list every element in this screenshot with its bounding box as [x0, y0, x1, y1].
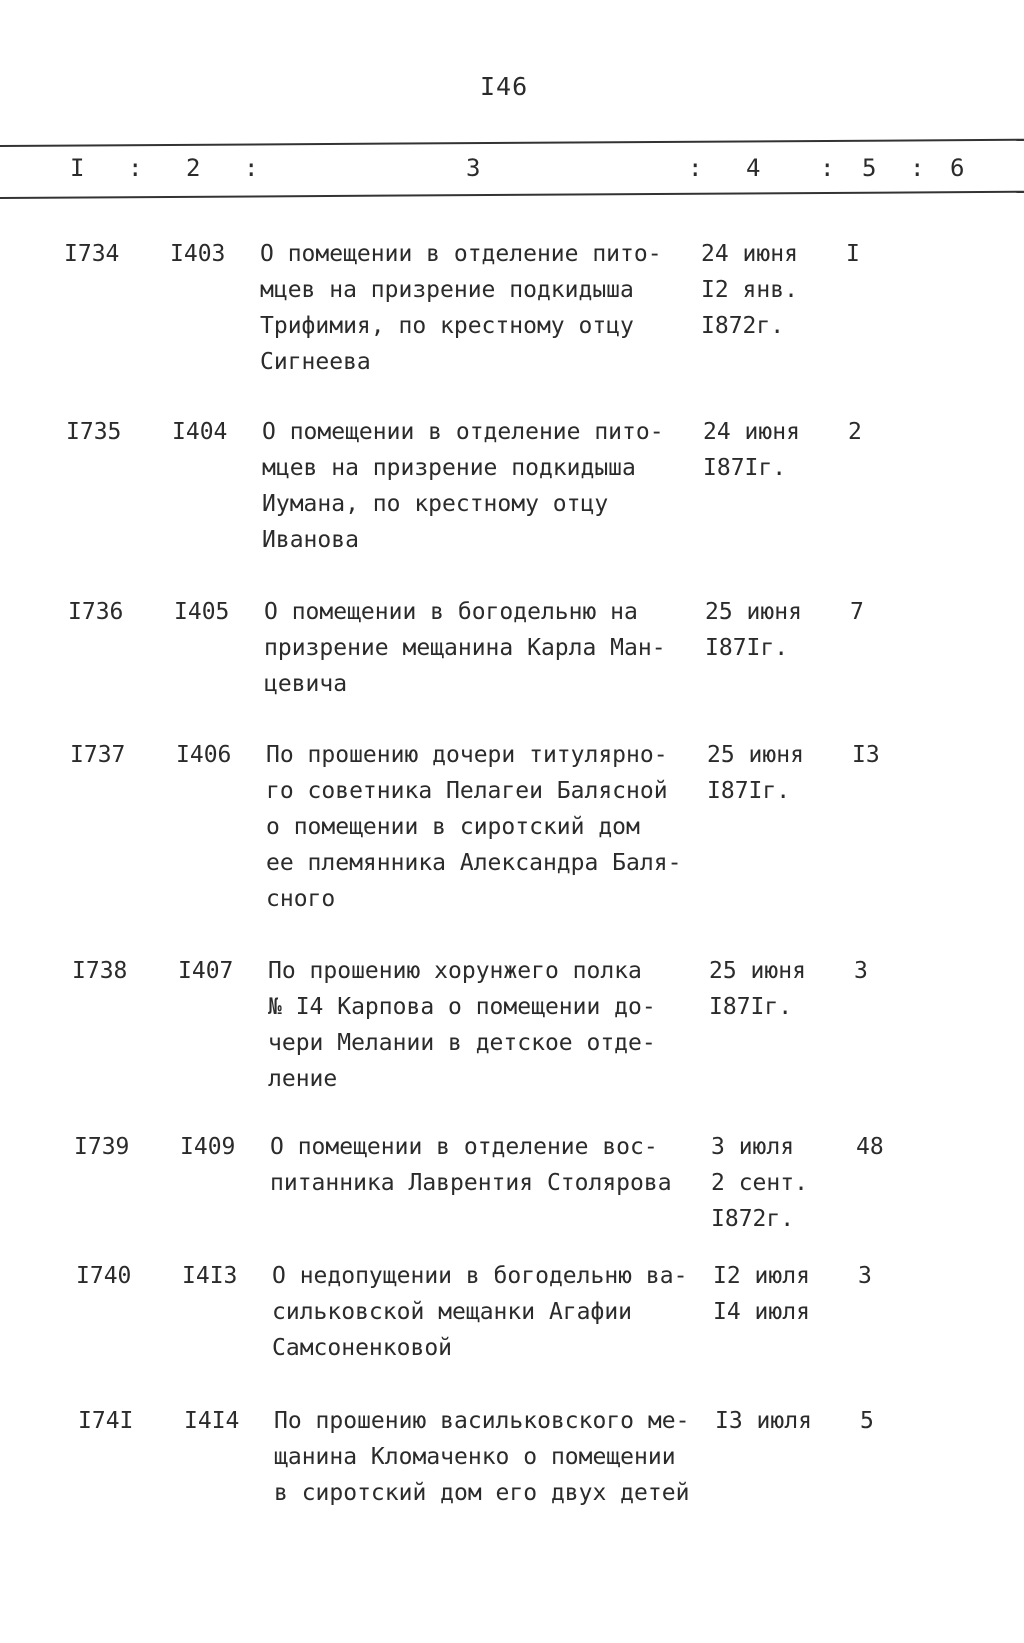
entry-dates-line: 24 июня [701, 241, 798, 267]
column-header-separator: : [820, 154, 835, 182]
entry-description-line: сильковской мещанки Агафии [272, 1299, 633, 1325]
entry-description-line: мцев на призрение подкидыша [262, 455, 636, 481]
entry-description-line: сного [266, 886, 336, 912]
entry-dates [701, 236, 798, 344]
page-number: I46 [480, 72, 529, 101]
entry-description [264, 594, 666, 702]
entry-dates-line: I87Iг. [705, 635, 789, 661]
entry-dates-line: 25 июня [707, 742, 804, 768]
entry-number: I74I [78, 1408, 134, 1434]
entry-description-line: Иванова [262, 527, 359, 553]
entry-description-line: призрение мещанина Карла Ман- [264, 635, 666, 661]
entry-reference: I405 [174, 599, 230, 625]
entry-description-line: О помещении в отделение пито- [262, 419, 664, 445]
entry-sheet-count: 48 [856, 1134, 884, 1160]
entry-number: I734 [64, 241, 120, 267]
entry-description [268, 953, 656, 1097]
entry-reference: I407 [178, 958, 234, 984]
entry-description-line: О помещении в богодельню на [264, 599, 638, 625]
entry-dates-line: 25 июня [705, 599, 802, 625]
entry-dates-line: 25 июня [709, 958, 806, 984]
entry-reference: I404 [172, 419, 228, 445]
entry-dates [713, 1258, 810, 1330]
entry-dates [711, 1129, 808, 1237]
entry-dates-line: 3 июля [711, 1134, 795, 1160]
entry-reference: I406 [176, 742, 232, 768]
entry-description-line: чери Мелании в детское отде- [268, 1030, 656, 1056]
entry-description-line: ее племянника Александра Баля- [266, 850, 682, 876]
entry-number: I738 [72, 958, 128, 984]
entry-sheet-count: 3 [858, 1263, 872, 1289]
entry-dates-line: I87Iг. [703, 455, 787, 481]
entry-dates [703, 414, 800, 486]
entry-number: I740 [76, 1263, 132, 1289]
entry-description-line: О недопущении в богодельню ва- [272, 1263, 688, 1289]
entry-reference: I409 [180, 1134, 236, 1160]
entry-description-line: питанника Лаврентия Столярова [270, 1170, 672, 1196]
entry-description [272, 1258, 687, 1366]
entry-dates-line: I4 июля [713, 1299, 810, 1325]
entry-description-line: Сигнеева [260, 349, 371, 375]
entry-dates-line: 2 сент. [711, 1170, 808, 1196]
entry-sheet-count: 5 [860, 1408, 874, 1434]
entry-description-line: Трифимия, по крестному отцу [260, 313, 634, 339]
entry-dates-line: I87Iг. [709, 994, 793, 1020]
entry-dates [705, 594, 802, 666]
entry-description-line: цевича [264, 671, 348, 697]
entry-sheet-count: 7 [850, 599, 864, 625]
entry-description-line: ление [268, 1066, 338, 1092]
entry-dates-line: I3 июля [715, 1408, 812, 1434]
entry-description-line: Иумана, по крестному отцу [262, 491, 609, 517]
entry-dates [709, 953, 806, 1025]
column-header-4: 4 [746, 154, 761, 182]
entry-description-line: щанина Кломаченко о помещении [274, 1444, 676, 1470]
entry-description-line: мцев на призрение подкидыша [260, 277, 634, 303]
entry-description-line: По прошению дочери титулярно- [266, 742, 668, 768]
entry-dates [707, 737, 804, 809]
column-header-2: 2 [186, 154, 201, 182]
entry-reference: I403 [170, 241, 226, 267]
entry-description-line: Самсоненковой [272, 1335, 453, 1361]
column-header-separator: : [688, 154, 703, 182]
entry-dates-line: I87Iг. [707, 778, 791, 804]
column-header-1: I [70, 154, 85, 182]
column-header-separator: : [244, 154, 259, 182]
entry-number: I737 [70, 742, 126, 768]
entry-description [260, 236, 662, 380]
entry-description [270, 1129, 672, 1201]
entry-number: I739 [74, 1134, 130, 1160]
entry-description-line: го советника Пелагеи Балясной [266, 778, 668, 804]
column-header-separator: : [128, 154, 143, 182]
entry-dates-line: 24 июня [703, 419, 800, 445]
entry-number: I736 [68, 599, 124, 625]
column-header-separator: : [910, 154, 925, 182]
entry-description [274, 1403, 689, 1511]
entry-sheet-count: I [846, 241, 860, 267]
entry-description-line: в сиротский дом его двух детей [274, 1480, 690, 1506]
entry-reference: I4I4 [184, 1408, 240, 1434]
entry-description-line: № I4 Карпова о помещении до- [268, 994, 656, 1020]
entry-description-line: о помещении в сиротский дом [266, 814, 640, 840]
entry-description-line: По прошению хорунжего полка [268, 958, 642, 984]
entry-number: I735 [66, 419, 122, 445]
entry-dates-line: I872г. [701, 313, 785, 339]
entry-dates [715, 1403, 812, 1439]
entry-dates-line: I872г. [711, 1206, 795, 1232]
column-header-5: 5 [862, 154, 877, 182]
entry-description [266, 737, 681, 917]
entry-sheet-count: I3 [852, 742, 880, 768]
entry-reference: I4I3 [182, 1263, 238, 1289]
entry-sheet-count: 2 [848, 419, 862, 445]
entry-sheet-count: 3 [854, 958, 868, 984]
column-header-6: 6 [950, 154, 965, 182]
entry-dates-line: I2 янв. [701, 277, 798, 303]
entry-description-line: О помещении в отделение вос- [270, 1134, 658, 1160]
column-header-3: 3 [466, 154, 481, 182]
entry-description [262, 414, 664, 558]
entry-dates-line: I2 июля [713, 1263, 810, 1289]
entry-description-line: О помещении в отделение пито- [260, 241, 662, 267]
entry-description-line: По прошению васильковского ме- [274, 1408, 690, 1434]
